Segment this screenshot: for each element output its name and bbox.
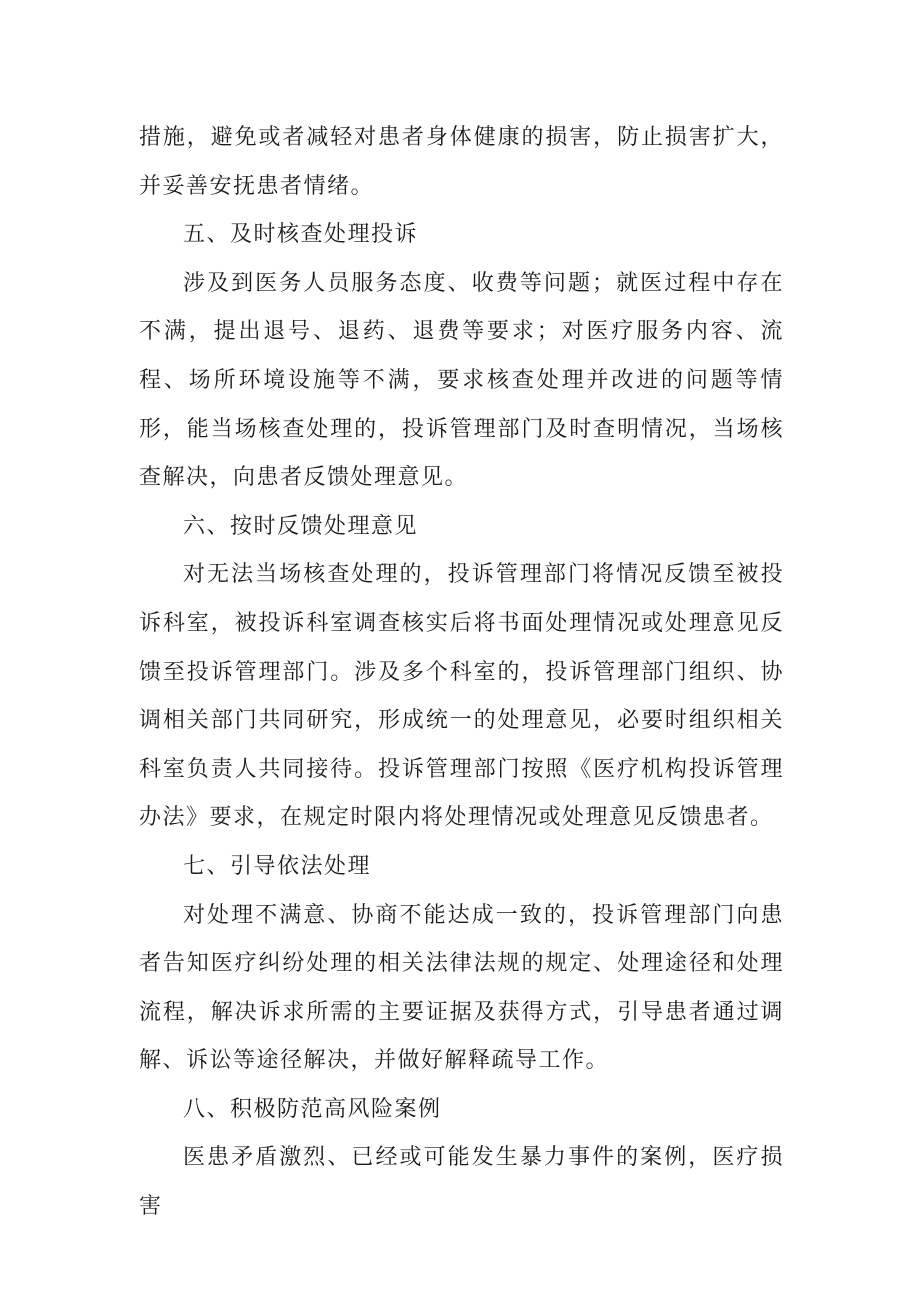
section-heading-8: 八、积极防范高风险案例: [183, 1096, 442, 1122]
section-heading-5: 五、及时核查处理投诉: [183, 222, 419, 248]
paragraph-section-5: 涉及到医务人员服务态度、收费等问题；就医过程中存在不满，提出退号、退药、退费等要求；对医疗服务内容、流程、场所环境设施等不满，要求核查处理并改进的问题等情形，能当场核查处理的，投诉管理部门及时查明情况，当场核查解决，向患者反馈处理意见。: [139, 270, 784, 491]
section-heading-6: 六、按时反馈处理意见: [183, 513, 419, 539]
paragraph-section-6: 对无法当场核查处理的，投诉管理部门将情况反馈至被投诉科室，被投诉科室调查核实后将书面处理情况或处理意见反馈至投诉管理部门。涉及多个科室的，投诉管理部门组织、协调相关部门共同研究，形成统一的处理意见，必要时组织相关科室负责人共同接待。投诉管理部门按照《医疗机构投诉管理办法》要求，在规定时限内将处理情况或处理意见反馈患者。: [139, 562, 784, 831]
section-heading-7: 七、引导依法处理: [183, 853, 372, 879]
document-body: [139, 114, 784, 1232]
paragraph-section-8: 医患矛盾激烈、已经或可能发生暴力事件的案例，医疗损害: [139, 1145, 784, 1220]
paragraph-section-7: 对处理不满意、协商不能达成一致的，投诉管理部门向患者告知医疗纠纷处理的相关法律法规的规定、处理途径和处理流程，解决诉求所需的主要证据及获得方式，引导患者通过调解、诉讼等途径解决，并做好解释疏导工作。: [139, 902, 784, 1074]
paragraph-continued: 措施，避免或者减轻对患者身体健康的损害，防止损害扩大，并妥善安抚患者情绪。: [139, 125, 784, 199]
